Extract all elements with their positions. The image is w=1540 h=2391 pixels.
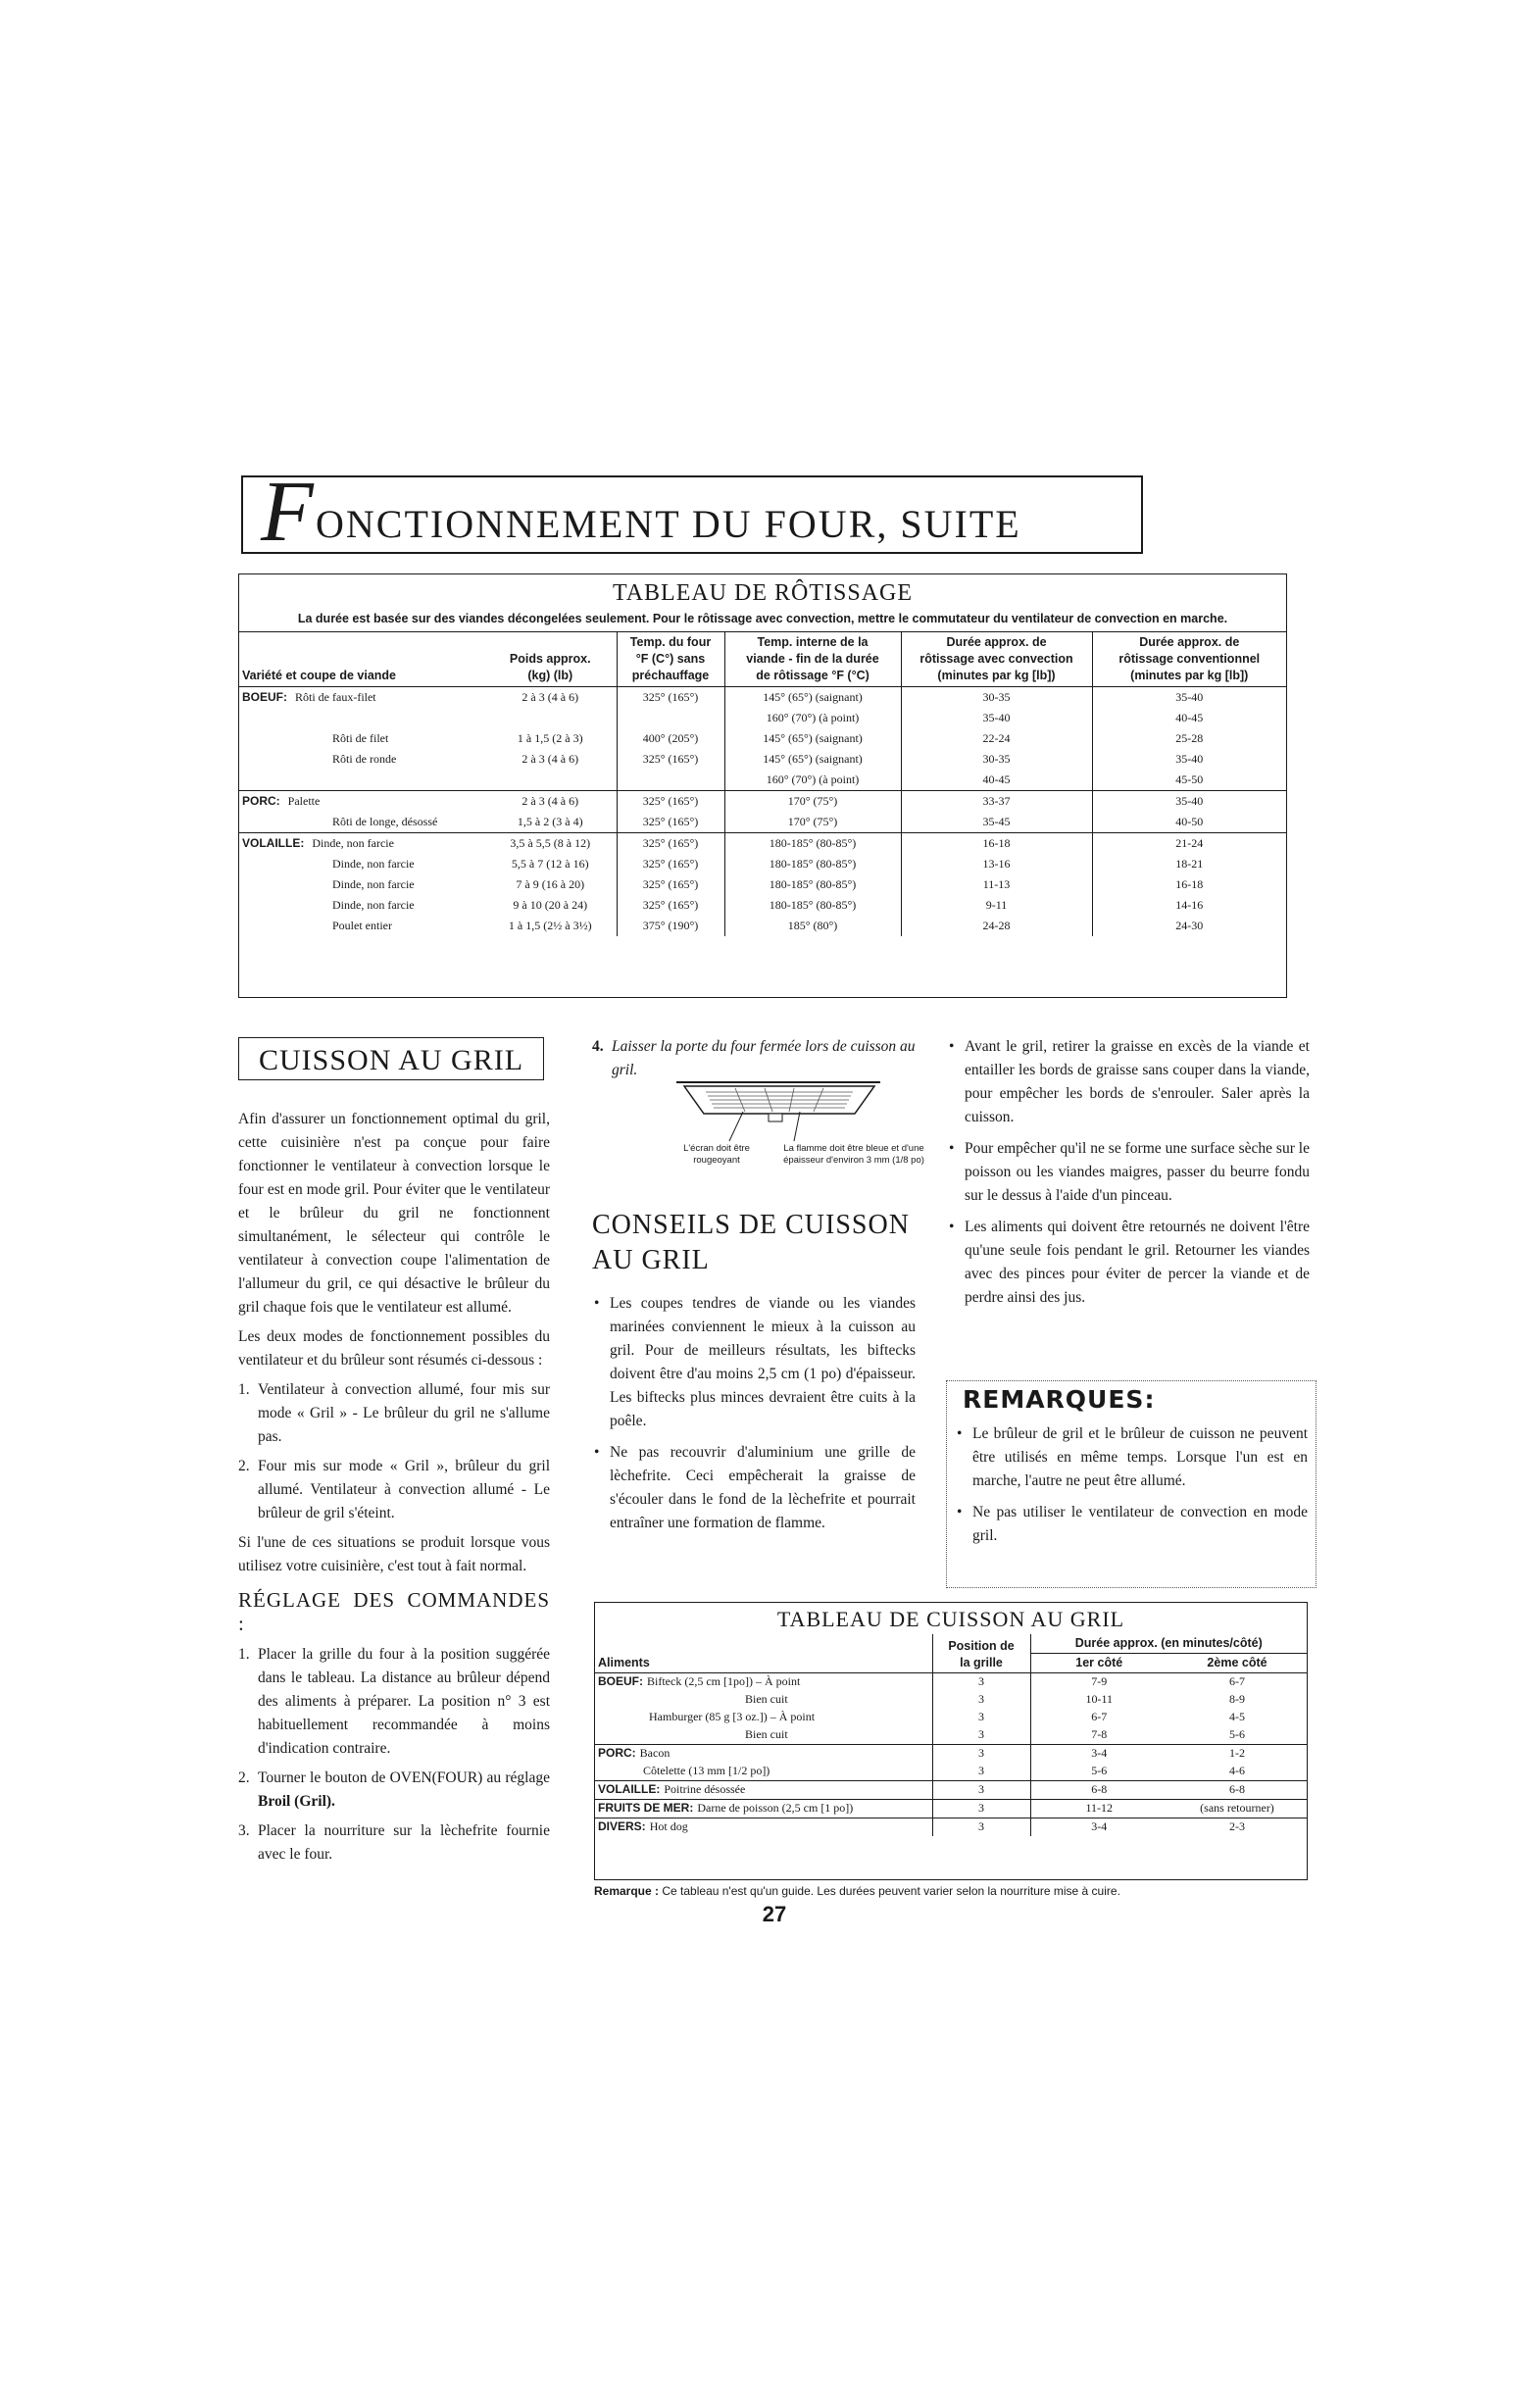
table-row [239,749,1286,770]
cut-cell: Rôti de ronde [332,751,397,766]
mode-item: 1. Ventilateur à convection allumé, four mis sur mode « Gril » - Le brûleur du gril ne s'allume pas. [238,1381,550,1445]
table-row [595,1672,1307,1691]
position-cell: 3 [932,1818,1030,1836]
conventional-cell: 40-45 [1092,708,1286,728]
side2-cell: (sans retourner) [1167,1799,1307,1818]
side1-cell: 6-7 [1030,1709,1167,1726]
conventional-cell: 18-21 [1092,854,1286,874]
convection-cell: 33-37 [901,790,1092,812]
conventional-cell: 25-28 [1092,728,1286,749]
roasting-table [239,631,1286,936]
remarks-list [955,1422,1308,1556]
internal-temp-cell: 145° (65°) (saignant) [724,749,901,770]
grill-intro: Afin d'assurer un fonctionnement optimal du gril, cette cuisinière n'est pa conçue pour faire fonctionner le ventilateur à convection lorsque le four est en mode gril. Pour éviter que le ventilateur et le brûleur du gril ne fonctionnent simultanément, le sélecteur qui contrôle le ventilateur à convection coupe l'alimentation de l'allumeur du gril, ce qui désactive le brûleur du gril chaque fois que le ventilateur est allumé. [238,1111,550,1316]
weight-cell: 2 à 3 (4 à 6) [484,686,617,708]
food-cell: Hamburger (85 g [3 oz.]) – À point [649,1710,816,1724]
conventional-cell: 35-40 [1092,686,1286,708]
table-row [239,728,1286,749]
internal-temp-cell: 160° (70°) (à point) [724,708,901,728]
side2-cell: 2-3 [1167,1818,1307,1836]
table-row [239,854,1286,874]
table-row [595,1818,1307,1836]
cut-cell: BOEUF: Rôti de faux-filet [239,686,484,708]
position-cell: 3 [932,1709,1030,1726]
control-step-4: 4. Laisser la porte du four fermée lors de cuisson au gril. [592,1038,916,1078]
side2-cell: 6-7 [1167,1672,1307,1691]
broil-setting: Broil (Gril). [258,1793,335,1810]
controls-heading: RÉGLAGE DES COMMANDES : [238,1588,550,1635]
col-header-weight: Poids approx. (kg) (lb) [484,632,617,687]
modes-intro: Les deux modes de fonctionnement possibles du ventilateur et du brûleur sont résumés ci-dessous : [238,1328,550,1369]
weight-cell: 9 à 10 (20 à 24) [513,897,588,912]
weight-cell: 2 à 3 (4 à 6) [484,790,617,812]
grilling-table [595,1634,1307,1836]
roasting-table-box [238,573,1287,998]
grilling-table-box [594,1602,1308,1880]
side2-cell: 4-6 [1229,1764,1245,1778]
oven-temp-cell: 325° (165°) [617,749,724,770]
cut-cell: Dinde, non farcie [332,856,415,871]
conventional-cell: 35-40 [1092,790,1286,812]
weight-cell: 1,5 à 2 (3 à 4) [517,814,583,828]
oven-temp-cell: 325° (165°) [617,854,724,874]
remark-label: Remarque : [594,1884,660,1898]
internal-temp-cell: 170° (75°) [724,790,901,812]
title-text: ONCTIONNEMENT DU FOUR, SUITE [316,502,1021,546]
internal-temp-cell: 180-185° (80-85°) [724,895,901,916]
cut-cell: Rôti de longe, désossé [332,814,438,828]
oven-temp-cell: 325° (165°) [617,874,724,895]
internal-temp-cell: 160° (70°) (à point) [724,770,901,791]
category-label: BOEUF: [242,689,287,704]
side1-cell: 5-6 [1030,1763,1167,1781]
food-cell: Bien cuit [745,1692,788,1707]
mode-item: 2. Four mis sur mode « Gril », brûleur du gril allumé. Ventilateur à convection allumé - Le brûleur de gril s'éteint. [238,1458,550,1521]
position-cell: 3 [932,1744,1030,1763]
weight-cell: 7 à 9 (16 à 20) [516,876,585,891]
remark-item: • Ne pas utiliser le ventilateur de convection en mode gril. [955,1501,1308,1548]
side2-cell: 4-5 [1229,1710,1245,1724]
position-cell: 3 [932,1726,1030,1745]
oven-temp-cell: 325° (165°) [617,832,724,854]
col-header-convection: Durée approx. de rôtissage avec convection (minutes par kg [lb]) [901,632,1092,687]
controls-steps [238,1643,550,1867]
food-cell: Côtelette (13 mm [1/2 po]) [643,1764,770,1778]
weight-cell [484,770,617,791]
convection-cell: 30-35 [901,686,1092,708]
internal-temp-cell: 145° (65°) (saignant) [724,686,901,708]
convection-cell: 35-40 [901,708,1092,728]
convection-cell: 16-18 [901,832,1092,854]
position-cell: 3 [932,1672,1030,1691]
table-row [239,790,1286,812]
table-row [595,1744,1307,1763]
category-label: BOEUF: [598,1674,643,1689]
table-row [595,1709,1307,1726]
broiler-diagram [627,1078,924,1186]
category-label: FRUITS DE MER: [598,1801,694,1816]
grill-section-heading: CUISSON AU GRIL [259,1044,524,1076]
oven-temp-cell: 375° (190°) [617,916,724,936]
tip-item: • Ne pas recouvrir d'aluminium une grille de lèchefrite. Ceci empêcherait la graisse de s'écouler dans le fond de la lèchefrite et pourrait entraîner une formation de flamme. [592,1441,916,1535]
category-label: PORC: [242,793,280,808]
tip-item: • Les coupes tendres de viande ou les viandes marinées conviennent le mieux à la cuisson au gril. Pour de meilleurs résultats, les biftecks doivent être d'au moins 2,5 cm (1 po) d'épaisseur. Les biftecks plus minces devraient être cuits à la poêle. [592,1292,916,1433]
category-label: VOLAILLE: [242,835,305,850]
oven-temp-cell: 325° (165°) [617,790,724,812]
food-cell: FRUITS DE MER: Darne de poisson (2,5 cm [1 po]) [595,1799,932,1818]
diagram-label-flame: La flamme doit être bleue et d'une épaisseur d'environ 3 mm (1/8 po) [783,1143,924,1166]
cut-cell [239,708,484,728]
table-row [595,1726,1307,1745]
oven-temp-cell: 325° (165°) [617,812,724,833]
table-row [239,812,1286,833]
control-step: 1. Placer la grille du four à la position suggérée dans le tableau. La distance au brûleur dépend des aliments à préparer. La position n° 3 est habituellement recommandée à moins d'indication contraire. [238,1646,550,1757]
convection-cell: 22-24 [901,728,1092,749]
internal-temp-cell: 185° (80°) [724,916,901,936]
convection-cell: 11-13 [901,874,1092,895]
remark-text: Ce tableau n'est qu'un guide. Les durées peuvent varier selon la nourriture mise à cuire. [662,1884,1120,1898]
table-row [239,832,1286,854]
conventional-cell: 40-50 [1092,812,1286,833]
convection-cell: 9-11 [901,895,1092,916]
cut-cell: PORC: Palette [239,790,484,812]
control-step: 2. Tourner le bouton de OVEN(FOUR) au réglage Broil (Gril). [238,1769,550,1810]
food-cell: DIVERS: Hot dog [595,1818,932,1836]
diagram-label-screen: L'écran doit être rougeoyant [683,1143,750,1166]
conventional-cell: 21-24 [1092,832,1286,854]
col-header-side2: 2ème côté [1167,1653,1307,1672]
food-cell: Bien cuit [745,1727,788,1742]
grilling-remark [594,1884,1339,1898]
side2-cell: 1-2 [1167,1744,1307,1763]
position-cell: 3 [932,1799,1030,1818]
cut-cell: Dinde, non farcie [332,876,415,891]
broiler-illustration [627,1078,921,1186]
table-row [595,1763,1307,1781]
cut-cell: Rôti de filet [332,730,389,745]
convection-cell: 40-45 [901,770,1092,791]
tip-item: • Les aliments qui doivent être retournés ne doivent l'être qu'une seule fois pendant le gril. Retourner les viandes avec des pinces pour éviter de percer la viande et de perdre ainsi des jus. [947,1216,1310,1310]
position-cell: 3 [932,1691,1030,1709]
convection-cell: 35-45 [901,812,1092,833]
table-row [595,1799,1307,1818]
weight-cell: 1 à 1,5 (2 à 3) [517,730,583,745]
side2-cell: 6-8 [1167,1780,1307,1799]
internal-temp-cell: 170° (75°) [724,812,901,833]
convection-cell: 13-16 [901,854,1092,874]
control-step: 3. Placer la nourriture sur la lèchefrite fournie avec le four. [238,1822,550,1863]
category-label: PORC: [598,1746,636,1761]
oven-temp-cell [617,708,724,728]
right-tips-list [947,1035,1310,1318]
weight-cell [484,708,617,728]
side1-cell: 10-11 [1030,1691,1167,1709]
roasting-table-title: TABLEAU DE RÔTISSAGE [612,580,914,606]
weight-cell: 3,5 à 5,5 (8 à 12) [484,832,617,854]
col-header-internal-temp: Temp. interne de la viande - fin de la durée de rôtissage °F (°C) [724,632,901,687]
tip-item: • Avant le gril, retirer la graisse en excès de la viande et entailler les bords de graisse sans couper dans la viande, pour empêcher les bords de s'enrouler. Saler après la cuisson. [947,1035,1310,1129]
normal-note: Si l'une de ces situations se produit lorsque vous utilisez votre cuisinière, c'est tout à fait normal. [238,1534,550,1574]
table-row [239,770,1286,791]
side1-cell: 7-9 [1030,1672,1167,1691]
side1-cell: 11-12 [1030,1799,1167,1818]
remark-item: • Le brûleur de gril et le brûleur de cuisson ne peuvent être utilisés en même temps. Lorsque l'un est en marche, l'autre ne peut être allumé. [955,1422,1308,1493]
grill-section-body [238,1108,550,1872]
table-row [239,874,1286,895]
side2-cell: 5-6 [1229,1727,1245,1742]
conventional-cell: 35-40 [1092,749,1286,770]
grill-section-heading-box [238,1037,544,1080]
tips-list [592,1292,916,1543]
table-row [595,1780,1307,1799]
remarks-box [946,1380,1316,1588]
side1-cell: 3-4 [1030,1818,1167,1836]
col-header-side1: 1er côté [1030,1653,1167,1672]
oven-temp-cell: 325° (165°) [617,686,724,708]
oven-temp-cell: 325° (165°) [617,895,724,916]
weight-cell: 5,5 à 7 (12 à 16) [511,856,589,871]
page-title [241,465,1143,560]
convection-cell: 24-28 [901,916,1092,936]
conventional-cell: 16-18 [1092,874,1286,895]
food-cell: BOEUF: Bifteck (2,5 cm [1po]) – À point [595,1672,932,1691]
cut-cell: Poulet entier [332,918,392,932]
internal-temp-cell: 145° (65°) (saignant) [724,728,901,749]
table-row [239,708,1286,728]
side1-cell: 6-8 [1030,1780,1167,1799]
col-header-variety: Variété et coupe de viande [239,632,484,687]
table-row [239,895,1286,916]
conventional-cell: 45-50 [1092,770,1286,791]
category-label: DIVERS: [598,1819,646,1834]
grilling-table-title: TABLEAU DE CUISSON AU GRIL [776,1607,1125,1631]
category-label: VOLAILLE: [598,1782,661,1797]
title-initial: F [261,465,314,560]
roasting-table-note: La durée est basée sur des viandes décongelées seulement. Pour le rôtissage avec convection, mettre le commutateur du ventilateur de convection en marche. [297,612,1228,625]
conventional-cell: 24-30 [1092,916,1286,936]
weight-cell: 2 à 3 (4 à 6) [522,751,579,766]
convection-cell: 30-35 [901,749,1092,770]
position-cell: 3 [932,1780,1030,1799]
cut-cell: VOLAILLE: Dinde, non farcie [239,832,484,854]
weight-cell: 1 à 1,5 (2½ à 3½) [508,918,592,932]
oven-temp-cell: 400° (205°) [617,728,724,749]
conventional-cell: 14-16 [1092,895,1286,916]
side2-cell: 8-9 [1229,1692,1245,1707]
col-header-position: Position de la grille [932,1634,1030,1672]
oven-temp-cell [617,770,724,791]
col-header-food: Aliments [598,1655,650,1669]
table-row [239,916,1286,936]
tips-heading: CONSEILS DE CUISSON AU GRIL [592,1210,910,1275]
remarks-heading: REMARQUES: [963,1385,1156,1414]
tip-item: • Pour empêcher qu'il ne se forme une surface sèche sur le poisson ou les viandes maigres, passer du beurre fondu sur le dessus à l'aide d'un pinceau. [947,1137,1310,1208]
internal-temp-cell: 180-185° (80-85°) [724,874,901,895]
col-header-duration: Durée approx. (en minutes/côté) [1030,1634,1307,1653]
cut-cell [239,770,484,791]
side1-cell: 3-4 [1030,1744,1167,1763]
internal-temp-cell: 180-185° (80-85°) [724,854,901,874]
table-row [595,1691,1307,1709]
internal-temp-cell: 180-185° (80-85°) [724,832,901,854]
modes-list [238,1378,550,1525]
col-header-oven-temp: Temp. du four °F (C°) sans préchauffage [617,632,724,687]
position-cell: 3 [932,1763,1030,1781]
col-header-conventional: Durée approx. de rôtissage conventionnel (minutes par kg [lb]) [1092,632,1286,687]
page-number: 27 [762,1902,787,1926]
table-row [239,686,1286,708]
side1-cell: 7-8 [1030,1726,1167,1745]
food-cell: VOLAILLE: Poitrine désossée [595,1780,932,1799]
food-cell: PORC: Bacon [595,1744,932,1763]
cut-cell: Dinde, non farcie [332,897,415,912]
